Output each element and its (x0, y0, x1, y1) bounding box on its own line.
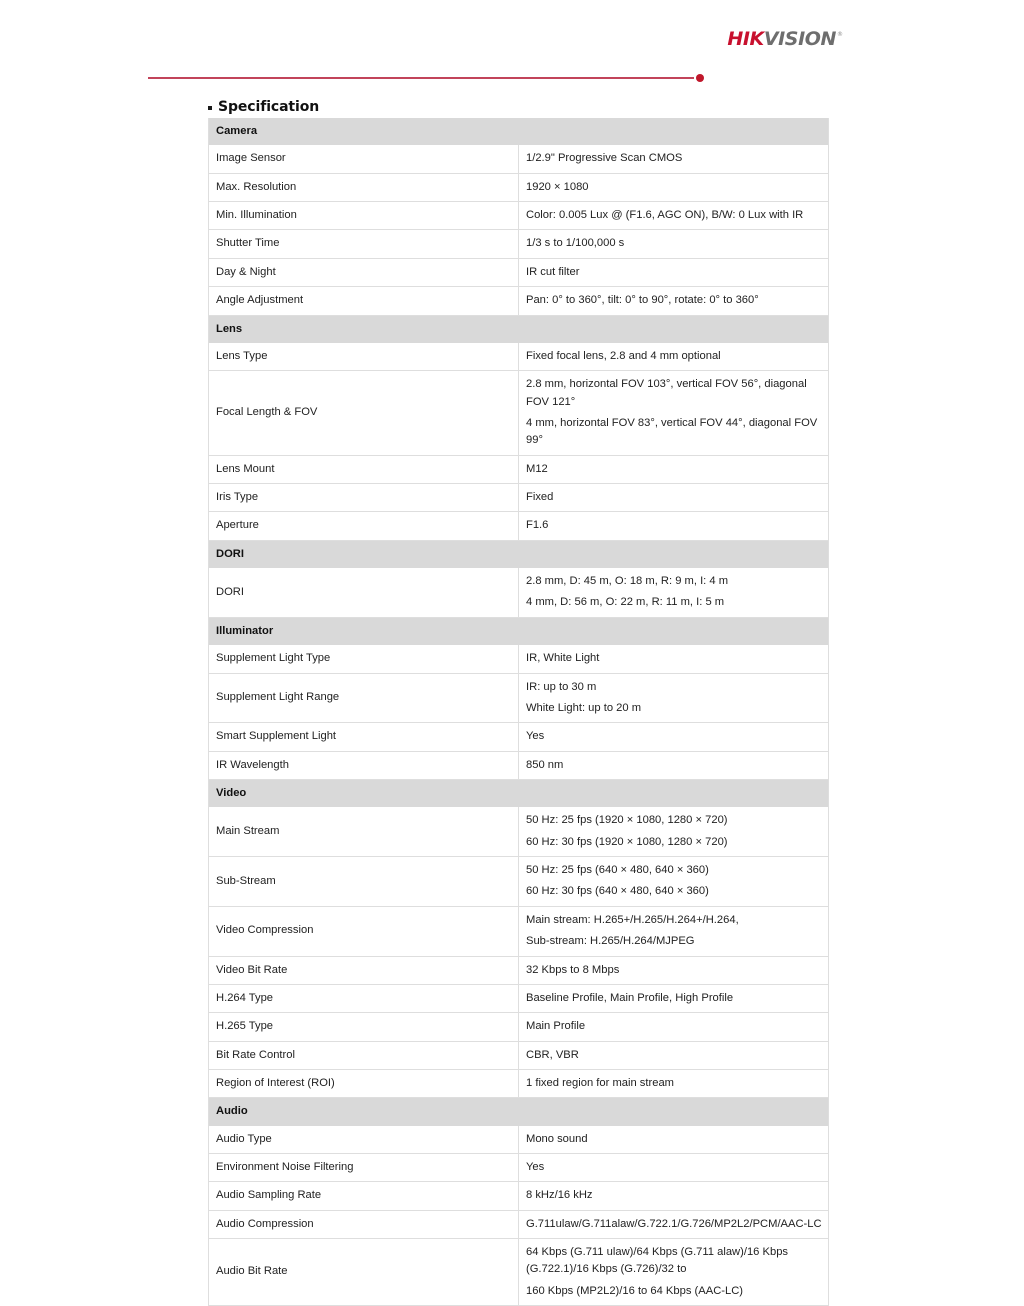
spec-row-key: Lens Mount (209, 455, 519, 483)
spec-row-value (519, 1041, 829, 1069)
spec-value-line: CBR, VBR (526, 1048, 579, 1061)
spec-row-value (519, 173, 829, 201)
spec-row (209, 1069, 829, 1097)
spec-row-value (519, 512, 829, 540)
spec-row (209, 857, 829, 907)
spec-value-line: 1/2.9" Progressive Scan CMOS (526, 152, 683, 165)
spec-value-line: 32 Kbps to 8 Mbps (526, 963, 620, 976)
spec-row-value (519, 1239, 829, 1306)
spec-value-line: IR cut filter (526, 265, 580, 278)
spec-row (209, 984, 829, 1012)
spec-value-line: 1/3 s to 1/100,000 s (526, 237, 625, 250)
spec-row (209, 202, 829, 230)
spec-row-value (519, 568, 829, 617)
spec-value-line: Pan: 0° to 360°, tilt: 0° to 90°, rotate: 0° to 360° (526, 294, 759, 307)
spec-value-line: 2.8 mm, horizontal FOV 103°, vertical FOV 56°, diagonal FOV 121° (526, 378, 807, 408)
spec-row (209, 906, 829, 956)
spec-value-line: Main stream: H.265+/H.265/H.264+/H.264, (526, 913, 739, 926)
spec-row (209, 723, 829, 751)
spec-row-value (519, 484, 829, 512)
spec-row-value (519, 984, 829, 1012)
spec-section-header (209, 1098, 829, 1126)
divider-line (148, 77, 694, 79)
spec-value-line: 50 Hz: 25 fps (640 × 480, 640 × 360) (526, 864, 709, 877)
spec-row-key: Sub-Stream (209, 857, 519, 907)
spec-row (209, 1239, 829, 1306)
spec-row (209, 645, 829, 673)
spec-row-value (519, 751, 829, 779)
spec-row-value (519, 807, 829, 856)
spec-row-key: Iris Type (209, 484, 519, 512)
spec-row (209, 1210, 829, 1238)
spec-value-line: F1.6 (526, 519, 549, 532)
spec-row-key: Shutter Time (209, 230, 519, 258)
spec-value-line: 8 kHz/16 kHz (526, 1189, 593, 1202)
spec-row-key: Video Compression (209, 906, 519, 956)
divider-dot-icon (696, 74, 704, 82)
spec-value-line: M12 (526, 462, 548, 475)
page-title (208, 99, 319, 115)
spec-row-key: Max. Resolution (209, 173, 519, 201)
spec-row-value (519, 1210, 829, 1238)
spec-row-value (519, 956, 829, 984)
spec-row-value (519, 1154, 829, 1182)
logo-text-vision: VISION (763, 28, 836, 50)
spec-value-line: Main Profile (526, 1020, 586, 1033)
spec-row (209, 258, 829, 286)
spec-row-key: H.265 Type (209, 1013, 519, 1041)
spec-row-key: IR Wavelength (209, 751, 519, 779)
spec-row-key: Audio Sampling Rate (209, 1182, 519, 1210)
spec-value-line: 160 Kbps (MP2L2)/16 to 64 Kbps (AAC-LC) (526, 1284, 744, 1297)
spec-row (209, 371, 829, 455)
spec-row (209, 343, 829, 371)
spec-row (209, 1126, 829, 1154)
spec-value-line: 2.8 mm, D: 45 m, O: 18 m, R: 9 m, I: 4 m (526, 575, 729, 588)
spec-row-key: Day & Night (209, 258, 519, 286)
spec-value-line: Sub-stream: H.265/H.264/MJPEG (526, 935, 695, 948)
spec-row (209, 1154, 829, 1182)
spec-value-line: 1920 × 1080 (526, 180, 589, 193)
spec-row-key: Smart Supplement Light (209, 723, 519, 751)
spec-row-value (519, 857, 829, 907)
spec-value-line: IR, White Light (526, 652, 600, 665)
spec-row-value (519, 455, 829, 483)
spec-value-line: White Light: up to 20 m (526, 701, 642, 714)
spec-value-line: Baseline Profile, Main Profile, High Profile (526, 991, 734, 1004)
spec-row-key: Min. Illumination (209, 202, 519, 230)
hikvision-logo (727, 30, 842, 49)
spec-section-title: Video (209, 779, 829, 807)
spec-value-line: Yes (526, 730, 545, 743)
spec-row-value (519, 673, 829, 723)
logo-trademark-icon: ® (837, 31, 843, 38)
spec-section-title: Audio (209, 1098, 829, 1126)
spec-row-key: Audio Type (209, 1126, 519, 1154)
spec-row (209, 230, 829, 258)
spec-row (209, 807, 829, 856)
spec-row-key: Supplement Light Type (209, 645, 519, 673)
spec-row-key: Angle Adjustment (209, 287, 519, 315)
spec-row-value (519, 287, 829, 315)
spec-value-line: 4 mm, D: 56 m, O: 22 m, R: 11 m, I: 5 m (526, 596, 725, 609)
specification-table (208, 118, 829, 1306)
spec-value-line: 50 Hz: 25 fps (1920 × 1080, 1280 × 720) (526, 814, 728, 827)
spec-row (209, 287, 829, 315)
spec-row-key: Video Bit Rate (209, 956, 519, 984)
spec-row-value (519, 723, 829, 751)
spec-value-line: 1 fixed region for main stream (526, 1076, 674, 1089)
spec-row-key: Aperture (209, 512, 519, 540)
spec-value-line: Fixed focal lens, 2.8 and 4 mm optional (526, 349, 721, 362)
spec-section-title: DORI (209, 540, 829, 568)
spec-value-line: Color: 0.005 Lux @ (F1.6, AGC ON), B/W: 0 Lux with IR (526, 209, 804, 222)
spec-row (209, 455, 829, 483)
spec-row-key: H.264 Type (209, 984, 519, 1012)
spec-row-key: Main Stream (209, 807, 519, 856)
spec-row-value (519, 230, 829, 258)
spec-row (209, 1182, 829, 1210)
spec-row-key: Image Sensor (209, 145, 519, 173)
spec-section-title: Lens (209, 315, 829, 343)
spec-value-line: Yes (526, 1161, 545, 1174)
spec-row-key: Region of Interest (ROI) (209, 1069, 519, 1097)
spec-row (209, 145, 829, 173)
spec-section-header (209, 315, 829, 343)
spec-row (209, 568, 829, 617)
spec-row-value (519, 343, 829, 371)
spec-section-header (209, 617, 829, 645)
spec-row (209, 1041, 829, 1069)
spec-row (209, 173, 829, 201)
spec-row-value (519, 1182, 829, 1210)
spec-row-value (519, 202, 829, 230)
spec-value-line: 64 Kbps (G.711 ulaw)/64 Kbps (G.711 alaw)/16 Kbps (G.722.1)/16 Kbps (G.726)/32 to (526, 1246, 789, 1276)
spec-section-header (209, 779, 829, 807)
spec-row-key: Audio Bit Rate (209, 1239, 519, 1306)
spec-row-key: Bit Rate Control (209, 1041, 519, 1069)
spec-row-value (519, 258, 829, 286)
spec-value-line: 60 Hz: 30 fps (1920 × 1080, 1280 × 720) (526, 835, 728, 848)
square-bullet-icon (208, 106, 212, 110)
logo-text-hik: HIK (727, 28, 764, 50)
spec-row-value (519, 906, 829, 956)
spec-value-line: 850 nm (526, 758, 564, 771)
spec-section-header (209, 540, 829, 568)
spec-row-value (519, 1013, 829, 1041)
spec-row-key: Supplement Light Range (209, 673, 519, 723)
spec-row-key: Focal Length & FOV (209, 371, 519, 455)
spec-row (209, 512, 829, 540)
spec-row-key: Lens Type (209, 343, 519, 371)
spec-row-key: DORI (209, 568, 519, 617)
spec-row-value (519, 1069, 829, 1097)
spec-value-line: Mono sound (526, 1132, 588, 1145)
spec-row (209, 956, 829, 984)
spec-row-key: Audio Compression (209, 1210, 519, 1238)
spec-row (209, 484, 829, 512)
spec-row-value (519, 645, 829, 673)
spec-section-title: Illuminator (209, 617, 829, 645)
spec-section-title: Camera (209, 118, 829, 145)
page-title-label: Specification (218, 99, 320, 115)
spec-value-line: 4 mm, horizontal FOV 83°, vertical FOV 44°, diagonal FOV 99° (526, 416, 818, 447)
spec-value-line: 60 Hz: 30 fps (640 × 480, 640 × 360) (526, 885, 709, 898)
spec-row (209, 751, 829, 779)
spec-value-line: G.711ulaw/G.711alaw/G.722.1/G.726/MP2L2/PCM/AAC-LC (526, 1217, 822, 1230)
spec-value-line: IR: up to 30 m (526, 680, 597, 693)
spec-row (209, 673, 829, 723)
spec-row-value (519, 371, 829, 455)
spec-row-value (519, 1126, 829, 1154)
spec-row-value (519, 145, 829, 173)
spec-row-key: Environment Noise Filtering (209, 1154, 519, 1182)
spec-value-line: Fixed (526, 491, 554, 504)
spec-section-header (209, 118, 829, 145)
spec-row (209, 1013, 829, 1041)
header-divider (148, 74, 708, 84)
